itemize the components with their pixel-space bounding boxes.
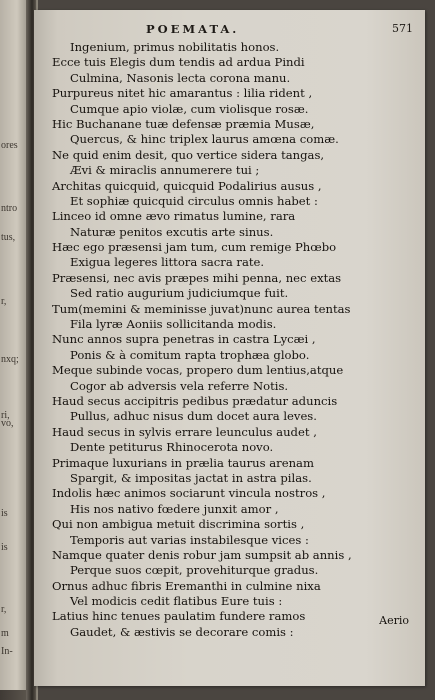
verse-line: Ne quid enim desit, quo vertice sidera tangas, <box>52 147 325 162</box>
running-title: POEMATA. <box>146 22 240 36</box>
verse-line: Perque suos cœpit, provehiturque gradus. <box>70 563 319 578</box>
facing-page-fragment: vo, <box>1 418 14 429</box>
verse-line: Spargit, & impositas jactat in astra pilas. <box>70 470 312 485</box>
verse-line: Cogor ab adversis vela referre Notis. <box>70 378 289 393</box>
facing-page-fragment: is <box>1 542 8 553</box>
book-page <box>34 10 425 686</box>
verse-line: Ponis & à comitum rapta trophæa globo. <box>70 347 310 362</box>
verse-line: Qui non ambigua metuit discrimina sortis , <box>52 517 305 532</box>
verse-line: Ingenium, primus nobilitatis honos. <box>70 40 280 54</box>
verse-line: Cumque apio violæ, cum violisque rosæ. <box>70 101 309 116</box>
verse-line: Indolis hæc animos sociarunt vincula nostros , <box>52 486 326 501</box>
verse-line: Fila lyræ Aoniis sollicitanda modis. <box>70 317 277 332</box>
verse-line: Gaudet, & æstivis se decorare comis : <box>70 624 294 639</box>
page-number: 571 <box>392 22 413 35</box>
verse-line: Temporis aut varias instabilesque vices : <box>70 532 309 547</box>
verse-line: Quercus, & hinc triplex laurus amœna comæ. <box>70 132 339 147</box>
facing-page-fragment: ntro <box>1 203 18 214</box>
verse-line: Nunc annos supra penetras in castra Lycæi , <box>52 332 316 347</box>
verse-line: Culmina, Nasonis lecta corona manu. <box>70 70 291 85</box>
verse-line: Naturæ penitos excutis arte sinus. <box>70 224 274 239</box>
verse-line: Haud secus in sylvis errare leunculus audet , <box>52 424 317 439</box>
verse-line: Linceo id omne ævo rimatus lumine, rara <box>52 209 296 224</box>
verse-line: Pullus, adhuc nisus dum docet aura leves. <box>70 409 317 424</box>
facing-page-fragment: r, <box>1 604 7 615</box>
facing-page-fragment: In- <box>1 646 13 657</box>
verse-line: Ornus adhuc fibris Eremanthi in culmine nixa <box>52 578 321 593</box>
page-header <box>34 22 425 38</box>
verse-line: Purpureus nitet hic amarantus : lilia rident , <box>52 86 313 101</box>
catchword: Aerio <box>379 614 409 627</box>
verse-line: Architas quicquid, quicquid Podalirius ausus , <box>52 178 322 193</box>
facing-page-fragment: is <box>1 508 8 519</box>
verse-line: Primaque luxurians in prælia taurus arenam <box>52 455 314 470</box>
verse-line: Exigua legeres littora sacra rate. <box>70 255 265 270</box>
verse-line: Sed ratio augurium judiciumque fuit. <box>70 286 289 301</box>
verse-line: Vel modicis cedit flatibus Eure tuis : <box>70 594 283 609</box>
facing-page-fragment: ores <box>1 140 18 151</box>
verse-line: Hic Buchanane tuæ defensæ præmia Musæ, <box>52 116 315 131</box>
facing-page-fragment: m <box>1 628 9 639</box>
verse-line: Et sophiæ quicquid circulus omnis habet : <box>70 193 318 208</box>
verse-line: His nos nativo fœdere junxit amor , <box>70 501 279 516</box>
facing-page-fragment: nxq; <box>1 354 19 365</box>
facing-page-fragment: r, <box>1 296 7 307</box>
verse-line: Meque subinde vocas, propero dum lentius,atque <box>52 363 344 378</box>
facing-page-edge <box>0 0 28 690</box>
verse-line: Haud secus accipitris pedibus prædatur aduncis <box>52 393 338 408</box>
facing-page-fragment: tus, <box>1 232 16 243</box>
verse-line: Latius hinc tenues paulatim fundere ramos <box>52 609 306 624</box>
verse-line: Ævi & miraclis annumerere tui ; <box>70 163 260 178</box>
verse-line: Hæc ego præsensi jam tum, cum remige Phœbo <box>52 240 337 255</box>
verse-line: Præsensi, nec avis præpes mihi penna, nec extas <box>52 270 342 285</box>
verse-line: Dente petiturus Rhinocerota novo. <box>70 440 274 455</box>
verse-line: Ecce tuis Elegis dum tendis ad ardua Pindi <box>52 55 305 70</box>
facing-page-fragment: ri, <box>1 410 10 421</box>
verse-line: Namque quater denis robur jam sumpsit ab annis , <box>52 547 352 562</box>
verse-line: Tum(memini & meminisse juvat)nunc aurea tentas <box>52 301 351 316</box>
poem-text <box>52 40 419 640</box>
